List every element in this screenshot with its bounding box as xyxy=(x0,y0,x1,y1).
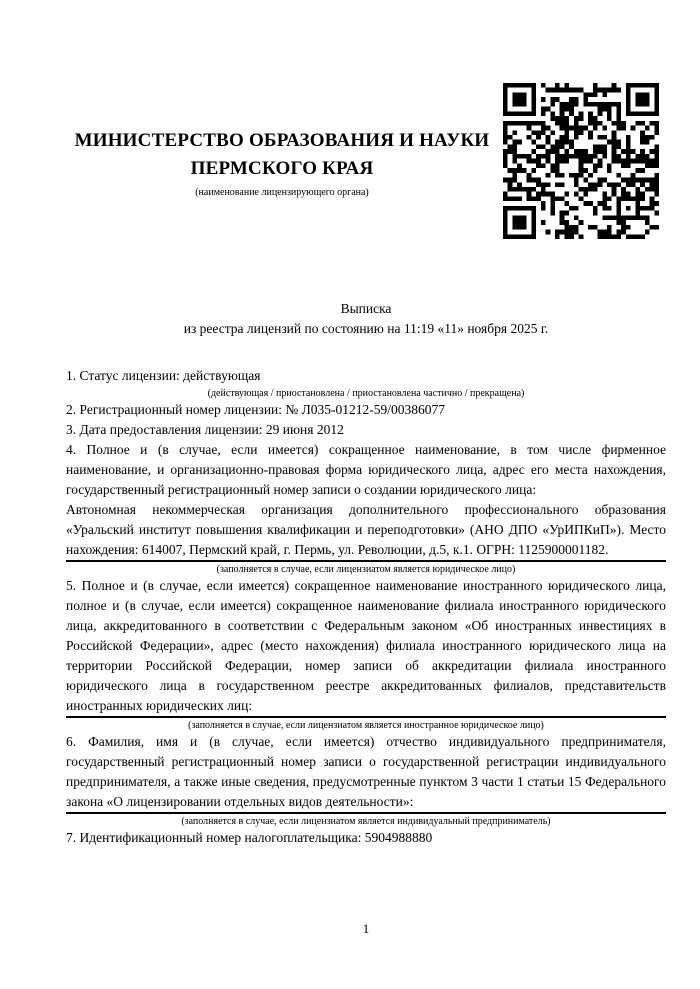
legal-entity-section-label: 4. Полное и (в случае, если имеется) сокращенное наименование, в том числе фирменное наименование, и организационно-правовая форма юридического лица, адрес его места нахождения, государственный регистрационный номер записи о создании юридического лица: xyxy=(66,442,666,497)
taxpayer-id-line: 7. Идентификационный номер налогоплательщика: 5904988880 xyxy=(66,830,433,845)
foreign-entity-section-label: 5. Полное и (в случае, если имеется) сокращенное наименование иностранного юридического лица, полное и (в случае, если имеется) сокращенное наименование филиала иностранного юридического лица, аккредитованного в соответствии с Федеральным законом «Об иностранных инвестициях в Российской Федерации», адрес (место нахождения) филиала иностранного юридического лица на территории Российской Федерации, номер записи об аккредитации филиала иностранного юридического лица в государственном реестре аккредитованных филиалов, представительств иностранных юридических лиц: xyxy=(66,576,666,718)
individual-entrepreneur-section-label: 6. Фамилия, имя и (в случае, если имеется) отчество индивидуального предпринимателя, государственный регистрационный номер записи о государственной регистрации индивидуального предпринимателя, а также иные сведения, предусмотренные пунктом 3 части 1 статьи 15 Федерального закона «О лицензировании отдельных видов деятельности»: xyxy=(66,732,666,814)
document-title xyxy=(66,299,666,339)
ministry-name xyxy=(62,127,502,183)
individual-entrepreneur-caption: (заполняется в случае, если лицензиатом является индивидуальный предприниматель) xyxy=(181,816,551,827)
license-status-line: 1. Статус лицензии: действующая xyxy=(66,368,261,383)
legal-entity-caption: (заполняется в случае, если лицензиатом является юридическое лицо) xyxy=(216,564,516,575)
ministry-name-line1: МИНИСТЕРСТВО ОБРАЗОВАНИЯ И НАУКИ xyxy=(74,130,490,151)
document-title-line1: Выписка xyxy=(340,301,392,316)
grant-date-line: 3. Дата предоставления лицензии: 29 июня 2012 xyxy=(66,422,344,437)
foreign-entity-caption: (заполняется в случае, если лицензиатом является иностранное юридическое лицо) xyxy=(188,720,544,731)
qr-code-image xyxy=(503,83,659,239)
legal-entity-details: Автономная некоммерческая организация дополнительного профессионального образования «Уральский институт повышения квалификации и переподготовки» (АНО ДПО «УрИПКиП»). Место нахождения: 614007, Пермский край, г. Пермь, ул. Революции, д.5, к.1. ОГРН: 1125900001182. xyxy=(66,500,666,562)
license-status-options-caption: (действующая / приостановлена / приостановлена частично / прекращена) xyxy=(207,388,525,399)
registration-number-line: 2. Регистрационный номер лицензии: № Л035-01212-59/00386077 xyxy=(66,402,446,417)
licensing-authority-caption: (наименование лицензирующего органа) xyxy=(195,187,369,198)
qr-code xyxy=(503,83,659,239)
licensing-authority-header xyxy=(62,127,502,199)
ministry-name-line2: ПЕРМСКОГО КРАЯ xyxy=(190,158,374,179)
page-number: 1 xyxy=(362,921,370,936)
document-title-line2: из реестра лицензий по состоянию на 11:19 «11» ноября 2025 г. xyxy=(183,321,549,336)
document-body xyxy=(66,366,666,848)
